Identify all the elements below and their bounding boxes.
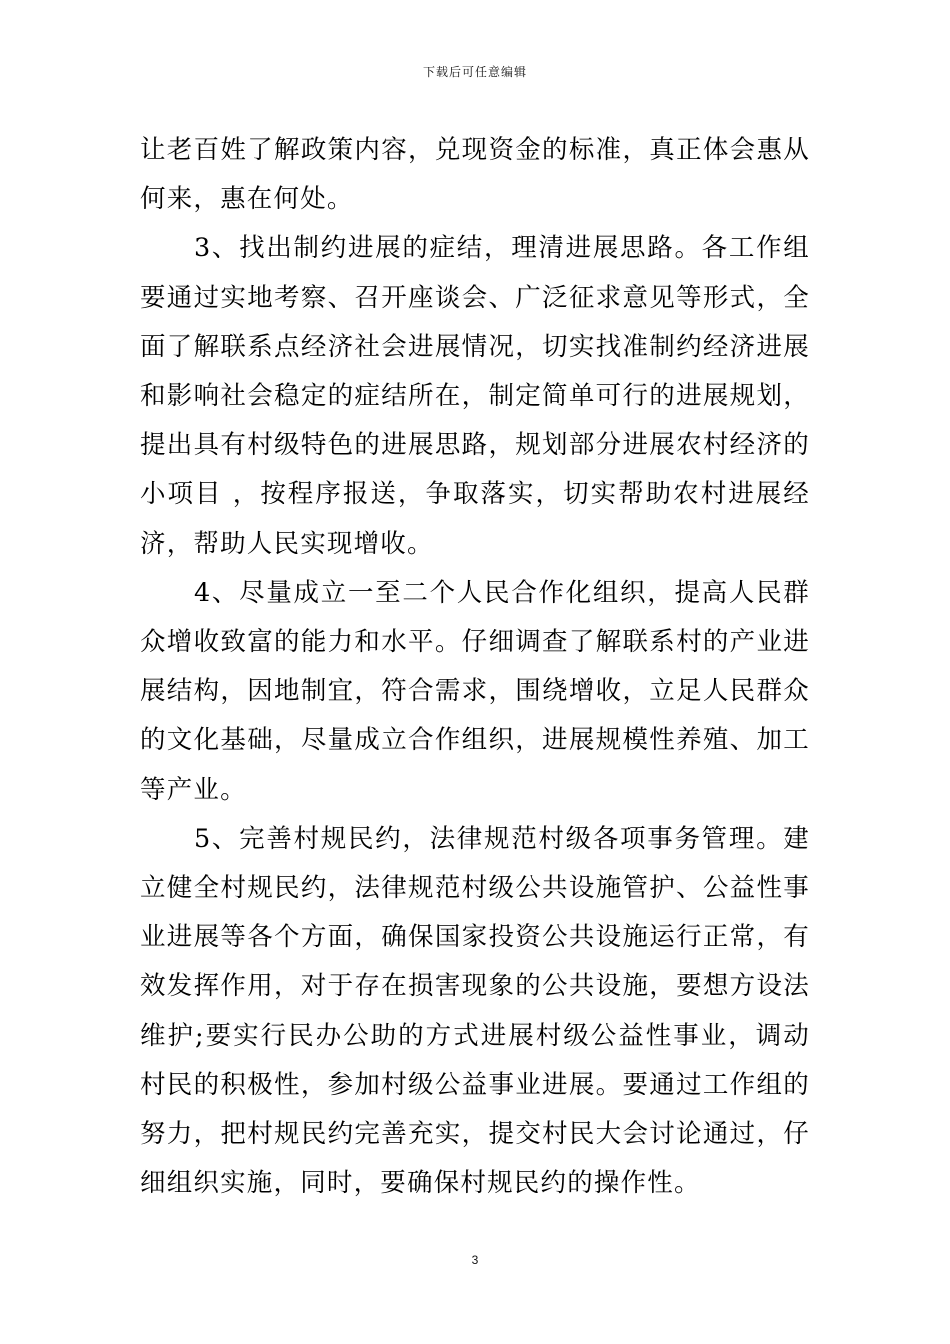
document-body [140,126,810,1208]
page-number: 3 [471,1253,479,1267]
page-header: 下载后可任意编辑 [422,65,527,79]
paragraph-item-3: 3、找出制约进展的症结，理清进展思路。各工作组要通过实地考察、召开座谈会、广泛征求意见等形式，全面了解联系点经济社会进展情况，切实找准制约经济进展和影响社会稳定的症结所在，制定简单可行的进展规划，提出具有村级特色的进展思路，规划部分进展农村经济的小项目 ，按程序报送，争取落实，切实帮助农村进展经济，帮助人民实现增收。 [140,233,810,559]
paragraph-continuation: 让老百姓了解政策内容，兑现资金的标准，真正体会惠从何来，惠在何处。 [140,135,810,215]
paragraph-item-4: 4、尽量成立一至二个人民合作化组织，提高人民群众增收致富的能力和水平。仔细调查了解联系村的产业进展结构，因地制宜，符合需求，围绕增收，立足人民群众的文化基础，尽量成立合作组织，进展规模性养殖、加工等产业。 [140,577,810,805]
paragraph-item-5: 5、完善村规民约，法律规范村级各项事务管理。建立健全村规民约，法律规范村级公共设施管护、公益性事业进展等各个方面，确保国家投资公共设施运行正常，有效发挥作用，对于存在损害现象的公共设施，要想方设法维护;要实行民办公助的方式进展村级公益性事业，调动村民的积极性，参加村级公益事业进展。要通过工作组的努力，把村规民约完善充实，提交村民大会讨论通过，仔细组织实施，同时，要确保村规民约的操作性。 [140,823,810,1199]
